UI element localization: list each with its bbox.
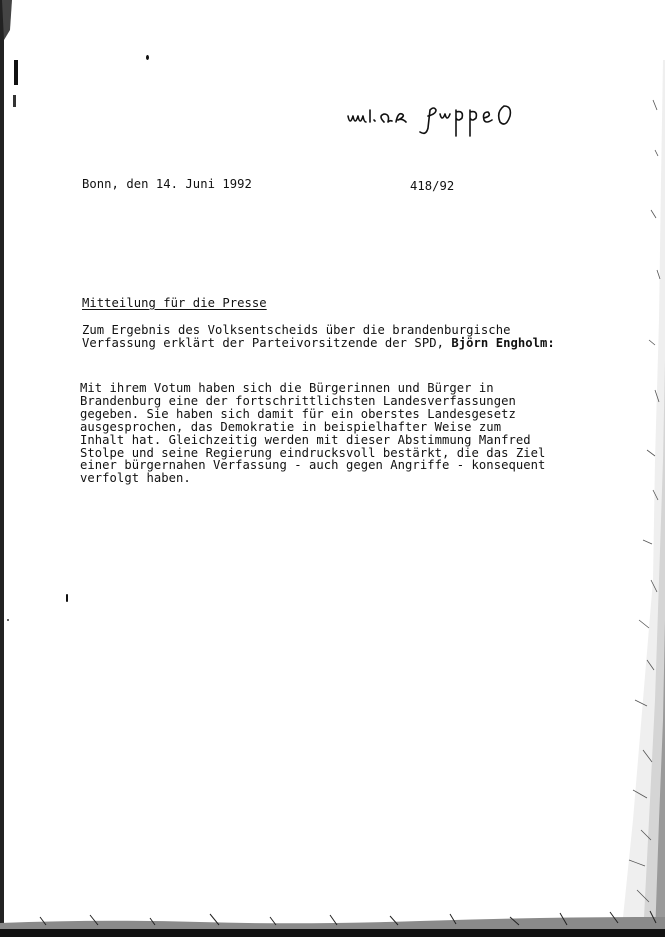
body-line: einer bürgernahen Verfassung - auch gegen Angriffe - konsequent xyxy=(80,458,546,473)
scan-edge-right xyxy=(603,60,665,937)
body-line: Brandenburg eine der fortschrittlichsten Landesverfassungen xyxy=(80,393,516,408)
body-line: Stolpe und seine Regierung eindrucksvoll bestärkt, die das Ziel xyxy=(80,445,546,460)
document-number: 418/92 xyxy=(410,179,455,193)
statement-paragraph xyxy=(80,382,545,485)
speaker-name: Björn Engholm xyxy=(451,335,548,350)
intro-line-1: Zum Ergebnis des Volksentscheids über die brandenburgische xyxy=(82,323,511,337)
body-line: verfolgt haben. xyxy=(80,471,191,486)
intro-paragraph xyxy=(82,324,555,350)
scan-edge-bottom xyxy=(0,903,665,937)
body-line: gegeben. Sie haben sich damit für ein oberstes Landesgesetz xyxy=(80,406,516,421)
intro-line-2-suffix: : xyxy=(547,335,555,350)
press-release-heading: Mitteilung für die Presse xyxy=(82,296,267,310)
body-line: Inhalt hat. Gleichzeitig werden mit dieser Abstimmung Manfred xyxy=(80,432,531,447)
body-line: ausgesprochen, das Demokratie in beispielhafter Weise zum xyxy=(80,419,502,434)
intro-line-2-prefix: Verfassung erklärt der Parteivorsitzende der SPD, xyxy=(82,335,452,350)
body-line: Mit ihrem Votum haben sich die Bürgerinnen und Bürger in xyxy=(80,381,494,395)
scan-edge-left xyxy=(0,0,22,937)
scan-speck xyxy=(146,55,149,60)
dateline: Bonn, den 14. Juni 1992 xyxy=(82,177,252,191)
handwritten-note xyxy=(344,96,522,140)
scan-speck xyxy=(66,594,68,602)
